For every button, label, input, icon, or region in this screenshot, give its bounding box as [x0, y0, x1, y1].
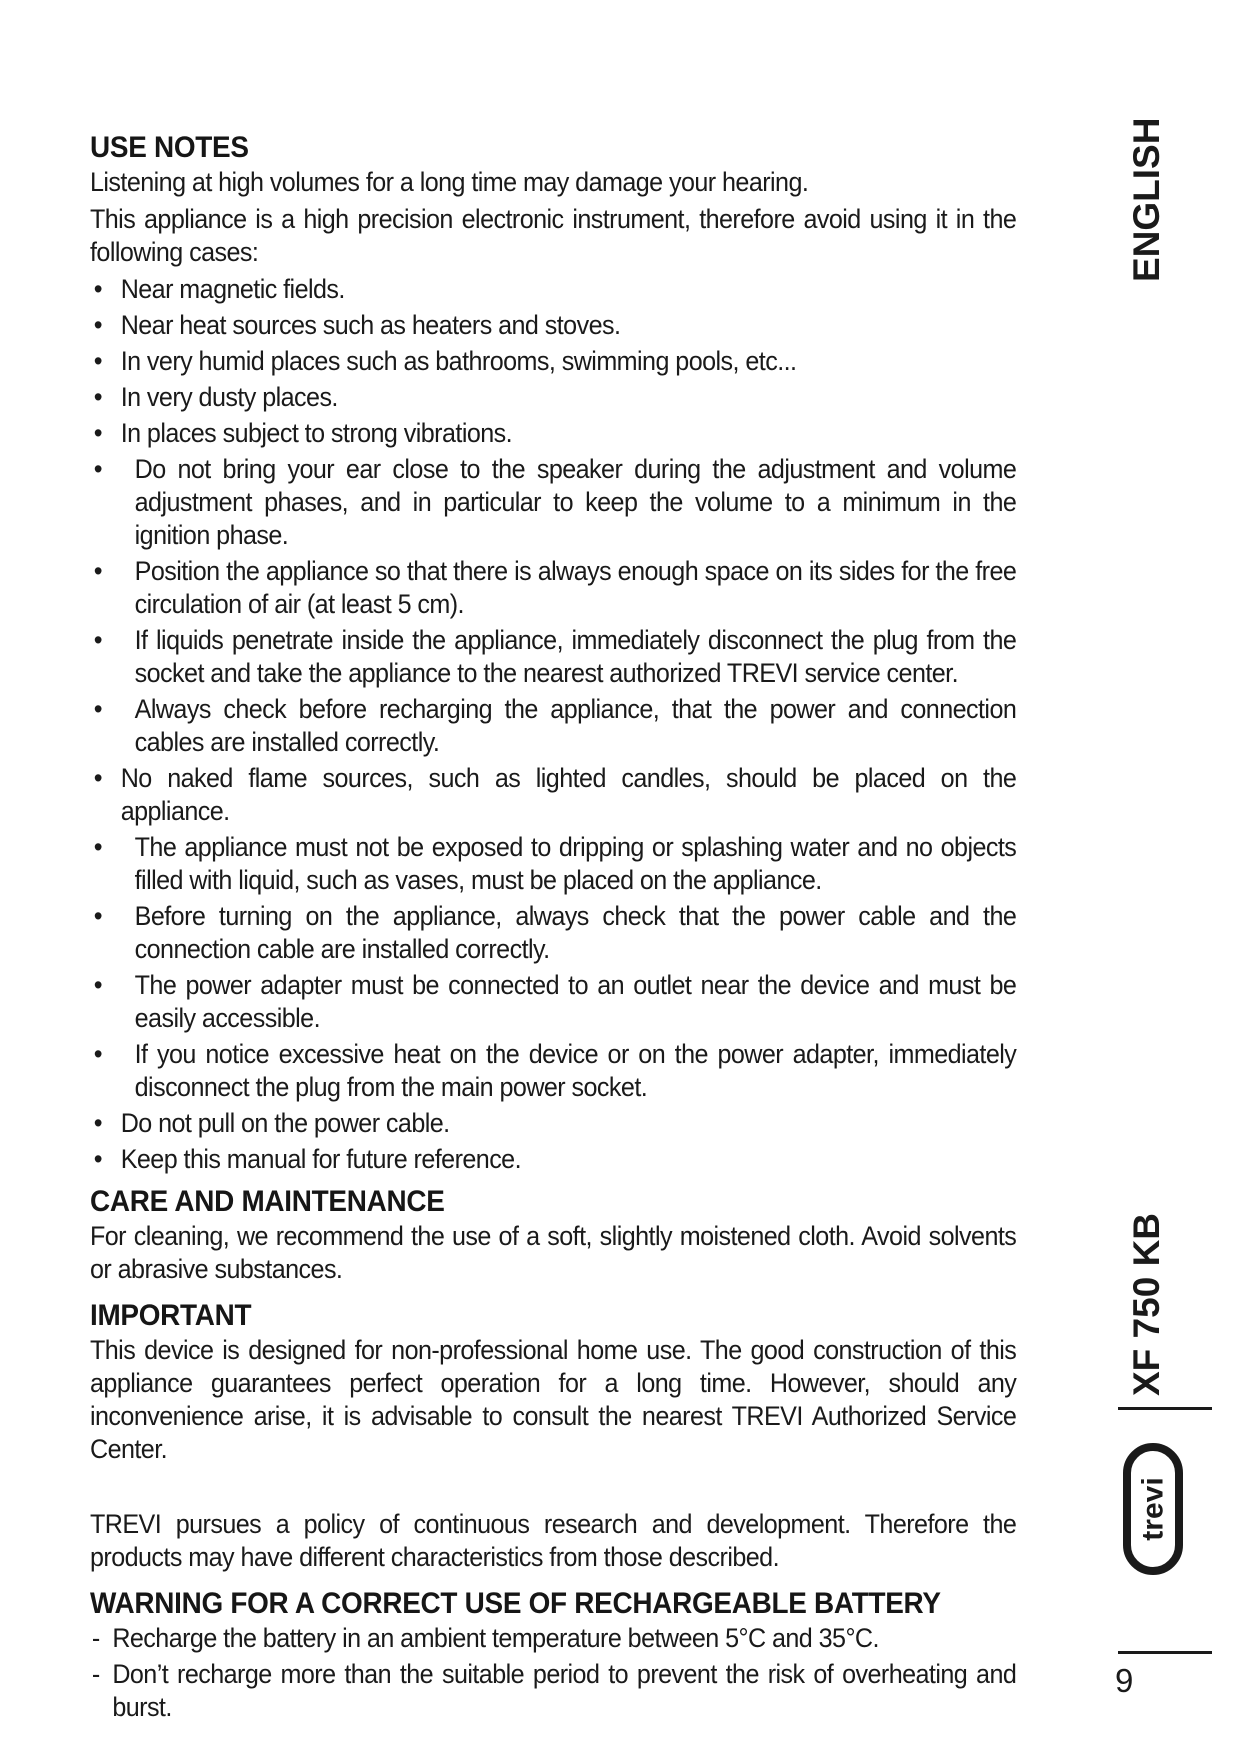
list-item	[90, 693, 1016, 759]
list-item-text: Position the appliance so that there is always enough space on its sides for the free circulation of air (at least 5 cm).	[134, 556, 1017, 619]
bullet-mark: •	[93, 346, 102, 376]
list-item-text: The power adapter must be connected to an outlet near the device and must be easily accessible.	[134, 970, 1017, 1033]
list-item	[90, 831, 1016, 897]
list-item	[90, 417, 1016, 450]
divider	[1118, 1407, 1212, 1410]
use-notes-intro-1: Listening at high volumes for a long time may damage your hearing.	[90, 167, 809, 197]
language-tab: ENGLISH	[1126, 117, 1167, 282]
divider	[1118, 1651, 1212, 1654]
list-item	[90, 273, 1016, 306]
page-number: 9	[1115, 1662, 1134, 1699]
list-item	[90, 1038, 1016, 1104]
list-item	[90, 381, 1016, 414]
bullet-mark: •	[93, 832, 102, 862]
battery-list	[90, 1622, 1016, 1724]
model-label: XF 750 KB	[1126, 1212, 1167, 1396]
bullet-mark: •	[93, 274, 102, 304]
spacer	[90, 1578, 1016, 1586]
bullet-mark: •	[93, 382, 102, 412]
trevi-logo-icon	[1122, 1442, 1184, 1576]
policy-text: TREVI pursues a policy of continuous research and development. Therefore the products may have different characteristics from those described.	[90, 1509, 1017, 1572]
list-item	[90, 900, 1016, 966]
care-heading: CARE AND MAINTENANCE	[90, 1185, 445, 1218]
list-item-text: Near magnetic fields.	[120, 274, 345, 304]
bullet-mark: •	[93, 1144, 102, 1174]
bullet-mark: •	[93, 1039, 102, 1069]
battery-heading: WARNING FOR A CORRECT USE OF RECHARGEABLE BATTERY	[90, 1587, 941, 1620]
spacer	[90, 1470, 1016, 1508]
spacer	[90, 1290, 1016, 1298]
list-item-text: Before turning on the appliance, always check that the power cable and the connection cable are installed correctly.	[134, 901, 1017, 964]
bullet-mark: •	[93, 418, 102, 448]
list-item-text: If liquids penetrate inside the appliance, immediately disconnect the plug from the socket and take the appliance to the nearest authorized TREVI service center.	[134, 625, 1017, 688]
list-item	[90, 762, 1016, 828]
list-item-text: Don’t recharge more than the suitable period to prevent the risk of overheating and burst.	[112, 1659, 1017, 1722]
list-item-text: Keep this manual for future reference.	[120, 1144, 522, 1174]
bullet-mark: •	[93, 901, 102, 931]
list-item	[90, 309, 1016, 342]
list-item	[90, 1658, 1016, 1724]
use-notes-list	[90, 273, 1016, 1176]
bullet-mark: •	[93, 694, 102, 724]
list-item	[90, 555, 1016, 621]
list-item	[90, 969, 1016, 1035]
list-item-text: Do not bring your ear close to the speaker during the adjustment and volume adjustment phases, and in particular to keep the volume to a minimum in the ignition phase.	[134, 454, 1017, 550]
list-item-text: In places subject to strong vibrations.	[120, 418, 513, 448]
list-item-text: In very humid places such as bathrooms, swimming pools, etc...	[120, 346, 797, 376]
list-item-text: In very dusty places.	[120, 382, 338, 412]
list-item-text: Recharge the battery in an ambient temperature between 5°C and 35°C.	[112, 1623, 879, 1653]
bullet-mark: •	[93, 556, 102, 586]
care-text: For cleaning, we recommend the use of a soft, slightly moistened cloth. Avoid solvents or abrasive substances.	[90, 1221, 1017, 1284]
list-item-text: Near heat sources such as heaters and stoves.	[120, 310, 621, 340]
bullet-mark: •	[93, 454, 102, 484]
list-item	[90, 1622, 1016, 1655]
list-item-text: If you notice excessive heat on the device or on the power adapter, immediately disconnect the plug from the main power socket.	[134, 1039, 1017, 1102]
dash-mark: -	[91, 1623, 100, 1653]
list-item	[90, 624, 1016, 690]
list-item	[90, 1143, 1016, 1176]
bullet-mark: •	[93, 625, 102, 655]
bullet-mark: •	[93, 763, 102, 793]
use-notes-intro-2: This appliance is a high precision electronic instrument, therefore avoid using it in the following cases:	[90, 204, 1017, 267]
list-item-text: Always check before recharging the appliance, that the power and connection cables are installed correctly.	[134, 694, 1017, 757]
content-column	[90, 130, 1016, 1732]
list-item	[90, 1107, 1016, 1140]
list-item	[90, 345, 1016, 378]
list-item-text: The appliance must not be exposed to dripping or splashing water and no objects filled with liquid, such as vases, must be placed on the appliance.	[134, 832, 1017, 895]
bullet-mark: •	[93, 970, 102, 1000]
brand-logo-text: trevi	[1136, 1477, 1170, 1541]
use-notes-heading: USE NOTES	[90, 131, 249, 164]
list-item	[90, 453, 1016, 552]
bullet-mark: •	[93, 1108, 102, 1138]
important-heading: IMPORTANT	[90, 1299, 252, 1332]
dash-mark: -	[91, 1659, 100, 1689]
list-item-text: No naked flame sources, such as lighted candles, should be placed on the appliance.	[120, 763, 1017, 826]
important-text: This device is designed for non-professional home use. The good construction of this appliance guarantees perfect operation for a long time. However, should any inconvenience arise, it is advisable to consult the nearest TREVI Authorized Service Center.	[90, 1335, 1017, 1464]
list-item-text: Do not pull on the power cable.	[120, 1108, 450, 1138]
bullet-mark: •	[93, 310, 102, 340]
